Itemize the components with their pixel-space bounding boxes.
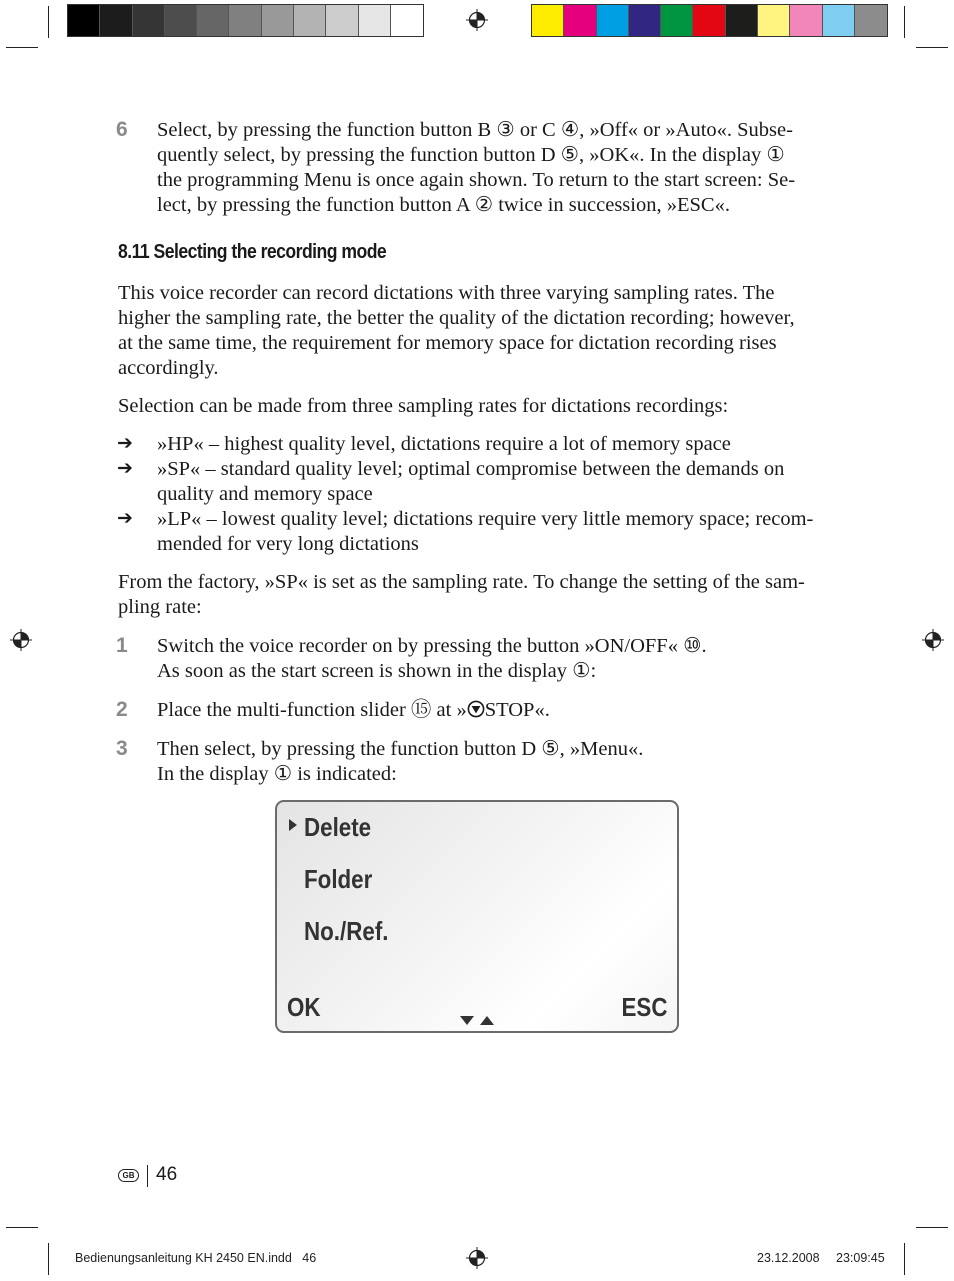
crop-mark	[904, 1243, 905, 1275]
process-color-swatch	[564, 5, 596, 36]
process-color-swatch	[823, 5, 855, 36]
process-color-swatch	[693, 5, 725, 36]
process-color-swatch	[597, 5, 629, 36]
text-line: higher the sampling rate, the better the quality of the dictation recording; however,	[118, 307, 795, 329]
text-line: quality and memory space	[157, 483, 373, 505]
registration-mark-icon	[466, 1247, 488, 1269]
text-line: Then select, by pressing the function button D ⑤, »Menu«.	[157, 738, 644, 760]
grayscale-swatch	[391, 5, 423, 36]
grayscale-swatch	[165, 5, 197, 36]
crop-mark	[6, 1227, 38, 1228]
step-6-text	[157, 118, 835, 218]
text-line: mended for very long dictations	[157, 533, 419, 555]
process-color-swatch	[532, 5, 564, 36]
step-number: 2	[116, 698, 128, 721]
step-1-text	[157, 634, 835, 684]
process-color-swatch	[758, 5, 790, 36]
step-number: 1	[116, 634, 128, 657]
crop-mark	[48, 6, 49, 38]
crop-mark	[916, 47, 948, 48]
grayscale-swatch	[100, 5, 132, 36]
grayscale-swatch	[359, 5, 391, 36]
softkey-esc[interactable]: ESC	[621, 992, 667, 1022]
text-line: lect, by pressing the function button A ② twice in succession, »ESC«.	[157, 194, 730, 216]
grayscale-color-bar	[67, 4, 424, 37]
process-color-swatch	[629, 5, 661, 36]
text-line: This voice recorder can record dictations with three varying sampling rates. The	[118, 282, 775, 304]
text-line: quently select, by pressing the function button D ⑤, »OK«. In the display ①	[157, 144, 785, 166]
intro-paragraph	[118, 281, 834, 381]
crop-mark	[48, 1243, 49, 1275]
process-color-swatch	[790, 5, 822, 36]
arrow-icon: ➔	[117, 507, 133, 529]
menu-item-no-ref[interactable]: No./Ref.	[304, 916, 389, 946]
process-color-swatch	[726, 5, 758, 36]
text-line: As soon as the start screen is shown in the display ①:	[157, 660, 597, 682]
list-item	[157, 432, 835, 457]
grayscale-swatch	[326, 5, 358, 36]
text-line: From the factory, »SP« is set as the sampling rate. To change the setting of the sam-	[118, 571, 805, 593]
grayscale-swatch	[197, 5, 229, 36]
menu-item-folder[interactable]: Folder	[304, 864, 373, 894]
step-3-text	[157, 737, 835, 787]
down-up-arrows-icon	[459, 1015, 497, 1027]
lcd-display	[275, 800, 679, 1033]
registration-mark-icon	[466, 9, 488, 31]
text-line: »SP« – standard quality level; optimal compromise between the demands on	[157, 458, 785, 480]
registration-mark-icon	[922, 629, 944, 651]
slug-date: 23.12.2008	[757, 1251, 820, 1265]
language-badge-text: GB	[122, 1171, 135, 1180]
step-number: 6	[116, 118, 128, 141]
grayscale-swatch	[133, 5, 165, 36]
text-line: the programming Menu is once again shown. To return to the start screen: Se-	[157, 169, 796, 191]
text-segment: STOP«.	[484, 699, 550, 721]
grayscale-swatch	[229, 5, 261, 36]
crop-mark	[6, 47, 38, 48]
text-line: »LP« – lowest quality level; dictations require very little memory space; recom-	[157, 508, 814, 530]
text-line: Select, by pressing the function button B ③ or C ④, »Off« or »Auto«. Subse-	[157, 119, 793, 141]
text-line: In the display ① is indicated:	[157, 763, 397, 785]
text-line: pling rate:	[118, 596, 202, 618]
text-line: Switch the voice recorder on by pressing the button »ON/OFF« ⑩.	[157, 635, 707, 657]
arrow-icon: ➔	[117, 457, 133, 479]
grayscale-swatch	[294, 5, 326, 36]
slug-file-name: Bedienungsanleitung KH 2450 EN.indd 46	[75, 1251, 317, 1265]
step-number: 3	[116, 737, 128, 760]
arrow-icon: ➔	[117, 432, 133, 454]
text-line: at the same time, the requirement for memory space for dictation recording rises	[118, 332, 777, 354]
footer-divider	[147, 1165, 148, 1187]
menu-item-delete[interactable]: Delete	[304, 812, 372, 842]
selection-cursor-icon	[288, 818, 298, 832]
registration-mark-icon	[10, 629, 32, 651]
text-line: accordingly.	[118, 357, 219, 379]
text-segment: Place the multi-function slider ⑮ at »	[157, 699, 467, 721]
page-number: 46	[156, 1164, 178, 1185]
factory-paragraph	[118, 570, 834, 620]
grayscale-swatch	[68, 5, 100, 36]
step-2-text	[157, 698, 835, 723]
grayscale-swatch	[262, 5, 294, 36]
process-color-swatch	[661, 5, 693, 36]
crop-mark	[904, 6, 905, 38]
list-item	[157, 457, 835, 507]
stop-icon	[467, 700, 485, 718]
selection-paragraph: Selection can be made from three sampling rates for dictations recordings:	[118, 395, 729, 417]
softkey-ok[interactable]: OK	[287, 992, 321, 1022]
list-item	[157, 507, 835, 557]
text-line: »HP« – highest quality level, dictations require a lot of memory space	[157, 433, 731, 455]
process-color-bar	[531, 4, 888, 37]
section-heading: 8.11 Selecting the recording mode	[118, 241, 387, 263]
slug-time: 23:09:45	[836, 1251, 885, 1265]
process-color-swatch	[855, 5, 887, 36]
crop-mark	[916, 1227, 948, 1228]
language-badge	[118, 1169, 139, 1182]
